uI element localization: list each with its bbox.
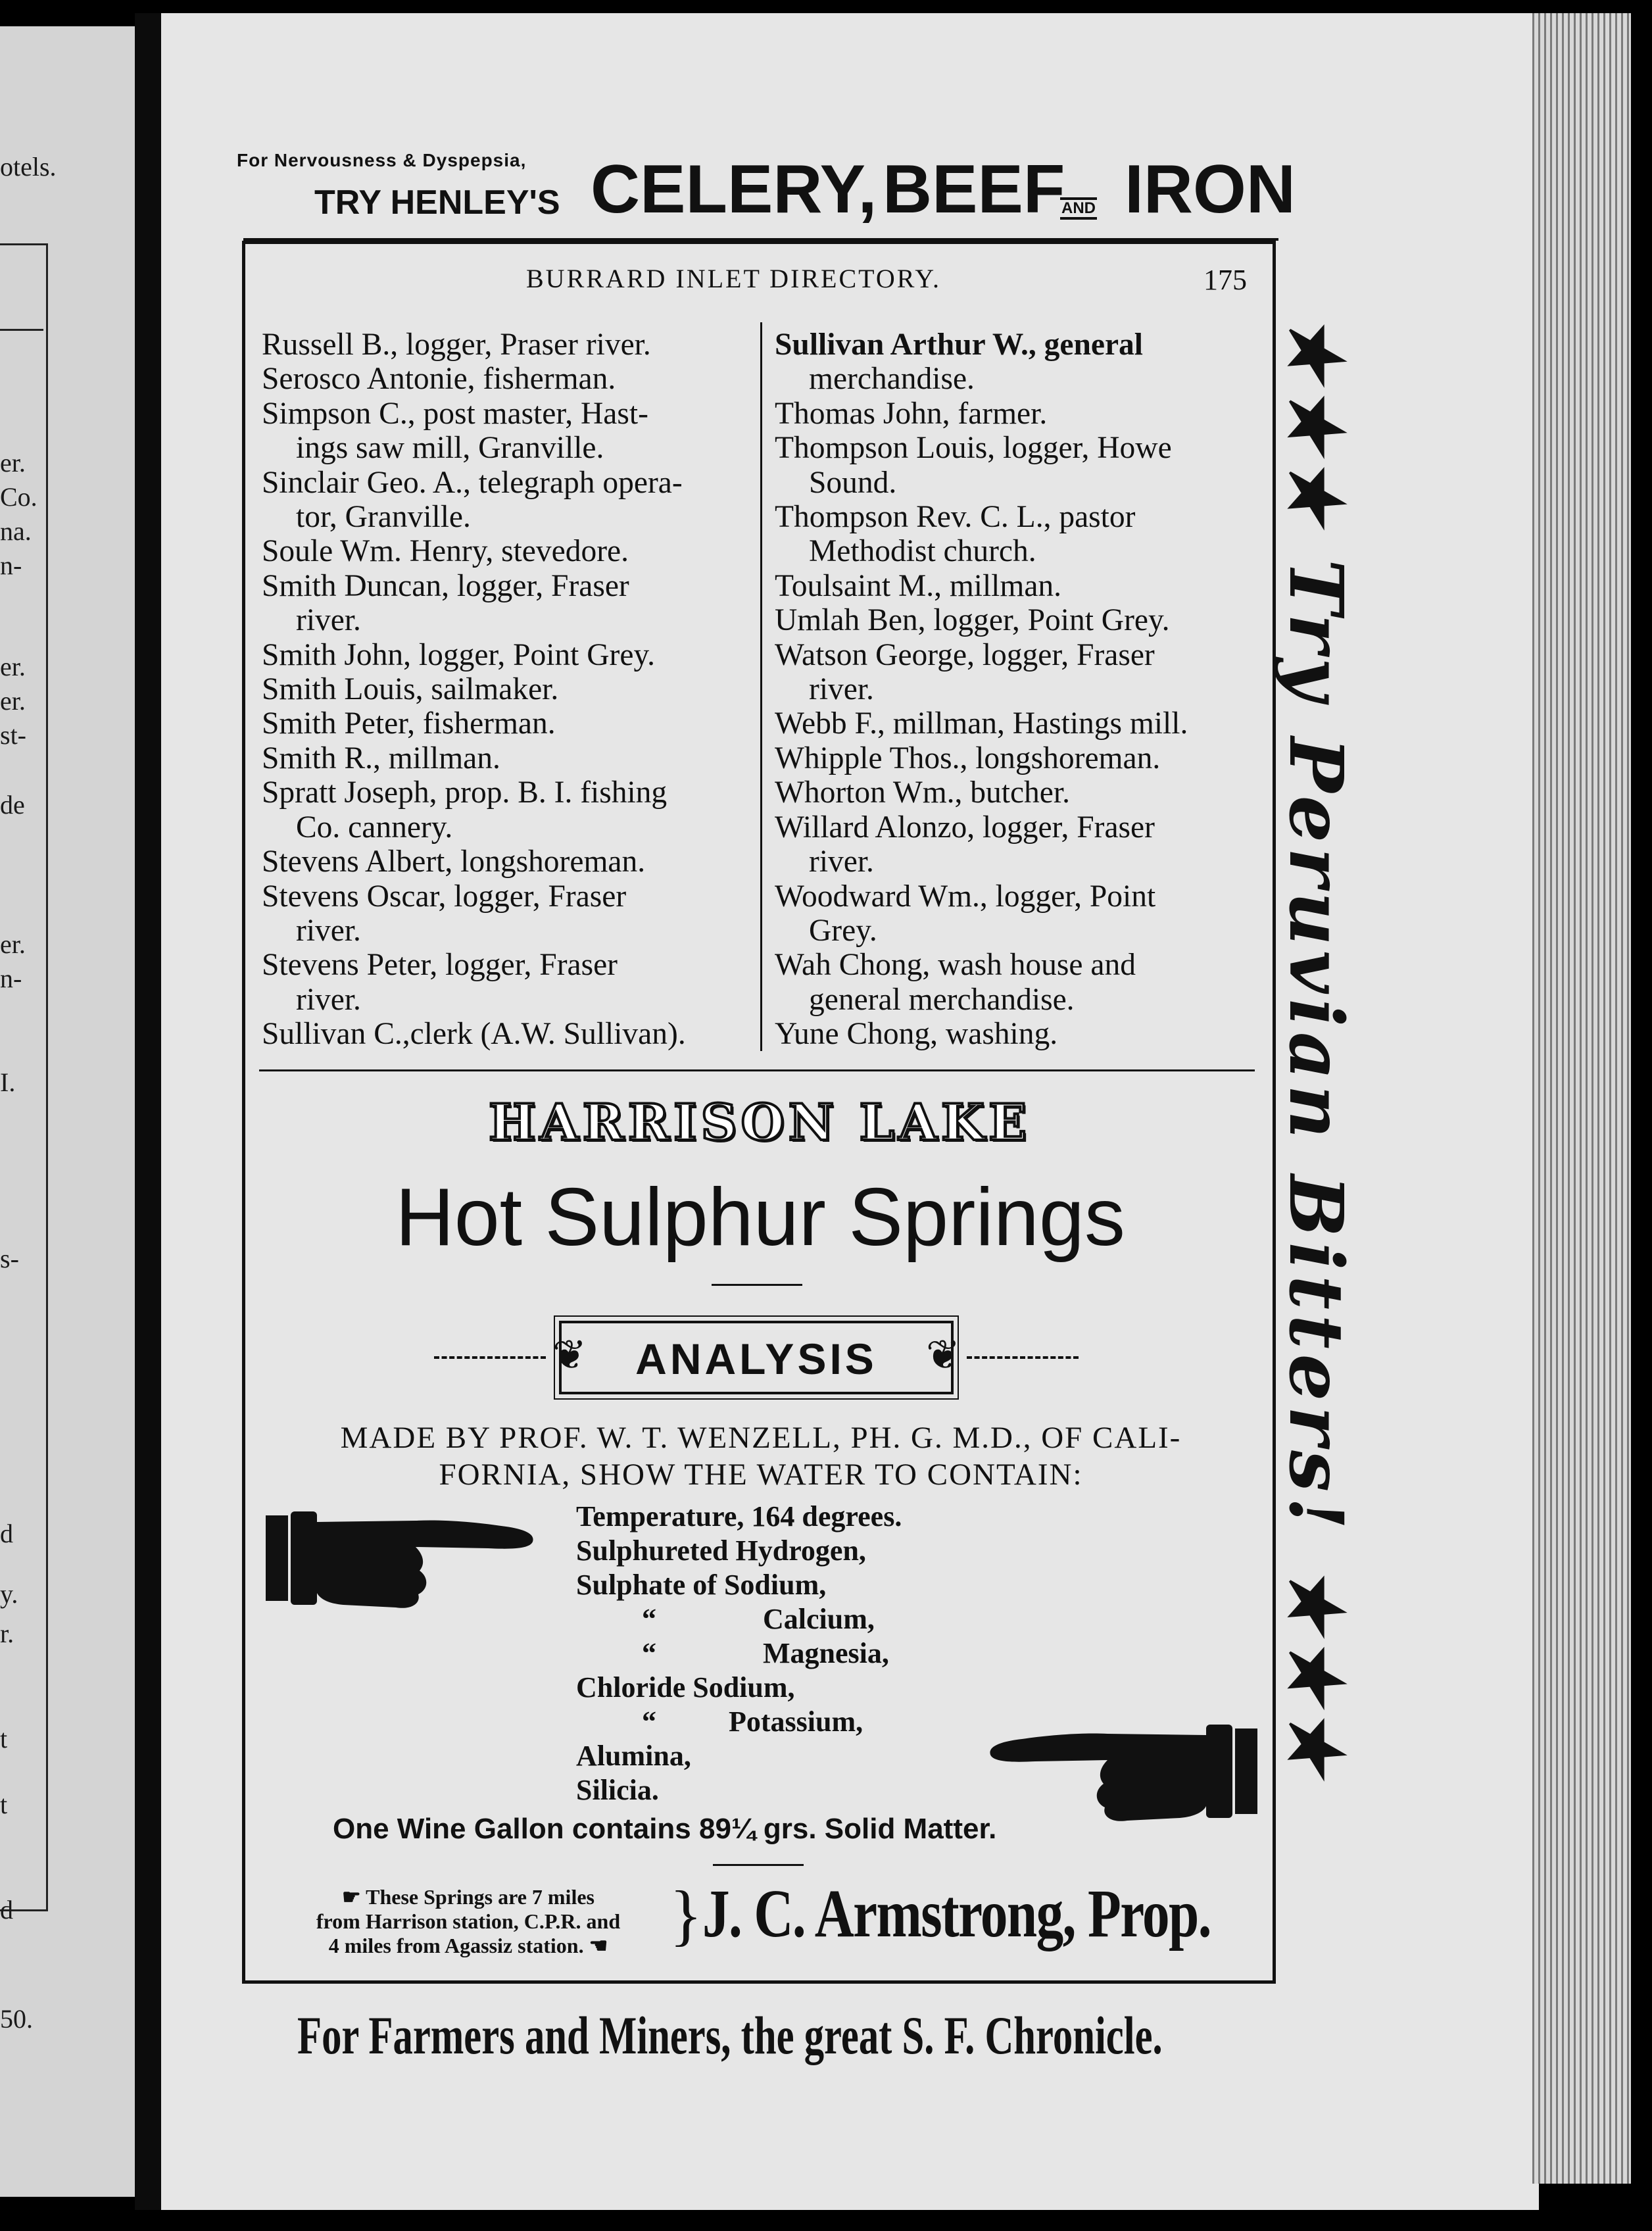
fragment: na.: [0, 516, 32, 546]
directory-entry: Stevens Albert, longshoreman.: [262, 845, 646, 879]
header-ad-celery: CELERY,: [591, 151, 877, 228]
directory-entry: Thomas John, farmer.: [775, 396, 1048, 431]
directory-entry-continued: ings saw mill, Granville.: [296, 431, 604, 466]
fragment: s-: [0, 1244, 19, 1273]
ditto-mark: “: [642, 1637, 656, 1669]
fragment: n-: [0, 964, 22, 993]
directory-entry: Webb F., millman, Hastings mill.: [775, 706, 1188, 741]
directory-entry: Smith Duncan, logger, Fraser: [262, 568, 629, 603]
directory-entry: Smith Louis, sailmaker.: [262, 672, 559, 707]
star-icon: ★★★: [1273, 314, 1359, 529]
directory-entry: Smith John, logger, Point Grey.: [262, 637, 655, 672]
fragment: t: [0, 1724, 8, 1753]
directory-entry-continued: Co. cannery.: [296, 810, 453, 845]
solid-matter-note: One Wine Gallon contains 89¼ grs. Solid Matter.: [333, 1813, 997, 1845]
pointing-hand-left-icon: [983, 1715, 1259, 1827]
directory-entry: Smith Peter, fisherman.: [262, 706, 556, 741]
directory-entry-continued: river.: [296, 982, 361, 1017]
directory-entry-continued: Sound.: [809, 465, 897, 500]
fragment: I.: [0, 1067, 16, 1097]
directory-entry: Stevens Oscar, logger, Fraser: [262, 879, 627, 914]
brace: }: [669, 1877, 702, 1953]
fragment: d: [0, 1519, 13, 1548]
contents-temperature: Temperature, 164 degrees.: [576, 1500, 902, 1532]
directory-entry-continued: river.: [809, 845, 874, 879]
directory-entry: Whorton Wm., butcher.: [775, 775, 1070, 810]
side-ad-text: [1273, 314, 1359, 1779]
analysis-attribution: [264, 1419, 1257, 1493]
fragment: de: [0, 790, 25, 820]
left-page-rule: [0, 329, 43, 331]
location-note-line: from Harrison station, C.P.R. and: [316, 1909, 621, 1933]
location-note-line: ☛ These Springs are 7 miles: [342, 1885, 595, 1909]
ad-short-rule: [713, 1864, 804, 1866]
ornamental-dash-left: [434, 1356, 546, 1359]
directory-column-right: [775, 328, 1257, 1052]
page-number: 175: [1203, 264, 1247, 296]
directory-entry: Toulsaint M., millman.: [775, 568, 1062, 603]
ditto-mark: “: [642, 1603, 656, 1635]
fragment: 50.: [0, 2004, 33, 2034]
fragment: Co.: [0, 482, 37, 512]
fragment: otels.: [0, 152, 57, 182]
pointing-hand-right-icon: [264, 1502, 541, 1614]
directory-entry: Whipple Thos., longshoreman.: [775, 741, 1161, 775]
header-ad-and: AND: [1060, 197, 1097, 220]
directory-entry: Woodward Wm., logger, Point: [775, 879, 1156, 914]
ad-headline: Hot Sulphur Springs: [395, 1172, 1125, 1263]
header-ad-tagline: For Nervousness & Dyspepsia,: [237, 150, 527, 170]
directory-entry: Sullivan Arthur W., general: [775, 328, 1144, 362]
fragment: er.: [0, 686, 26, 716]
directory-entry: Sinclair Geo. A., telegraph opera-: [262, 465, 683, 500]
directory-entry-continued: river.: [296, 603, 361, 638]
directory-entry: Watson George, logger, Fraser: [775, 637, 1155, 672]
footer-ad: For Farmers and Miners, the great S. F. Chronicle.: [297, 2005, 1163, 2065]
directory-column-left: [262, 328, 747, 1052]
running-head: BURRARD INLET DIRECTORY.: [526, 264, 941, 293]
scroll-ornament-icon: ❦: [926, 1333, 960, 1378]
analysis-banner: [434, 1321, 1079, 1394]
column-divider: [760, 322, 762, 1051]
fragment: d: [0, 1895, 13, 1925]
fragment: y.: [0, 1579, 18, 1609]
contents-item: Chloride Sodium,: [576, 1671, 795, 1704]
header-ad-iron: IRON: [1125, 151, 1296, 228]
contents-item: Calcium,: [763, 1603, 875, 1635]
section-rule: [259, 1069, 1255, 1071]
fragment: r.: [0, 1619, 14, 1648]
contents-item: Sulphate of Sodium,: [576, 1569, 827, 1601]
directory-entry-continued: river.: [809, 672, 874, 707]
directory-entry: Yune Chong, washing.: [775, 1017, 1058, 1052]
ditto-mark: “: [642, 1705, 656, 1738]
directory-entry: Soule Wm. Henry, stevedore.: [262, 534, 629, 569]
directory-entry: Spratt Joseph, prop. B. I. fishing: [262, 775, 668, 810]
directory-entry: Thompson Louis, logger, Howe: [775, 431, 1172, 466]
directory-entry-continued: general merchandise.: [809, 982, 1075, 1017]
location-note-line: 4 miles from Agassiz station. ☚: [328, 1934, 608, 1957]
contents-item: Potassium,: [729, 1705, 863, 1738]
header-ad-beef: BEEF: [883, 151, 1065, 228]
contents-item: Silicia.: [576, 1774, 659, 1806]
attribution-line: MADE BY PROF. W. T. WENZELL, PH. G. M.D., OF CALI-: [340, 1421, 1182, 1455]
directory-entry-continued: merchandise.: [809, 362, 975, 397]
directory-entry: Simpson C., post master, Hast-: [262, 396, 648, 431]
scroll-ornament-icon: ❦: [552, 1333, 587, 1378]
directory-entry: Sullivan C.,clerk (A.W. Sullivan).: [262, 1017, 686, 1052]
directory-entry: Serosco Antonie, fisherman.: [262, 362, 616, 397]
fragment: n-: [0, 551, 22, 580]
analysis-label: ANALYSIS: [635, 1335, 877, 1383]
page-edges: [1532, 13, 1631, 2184]
directory-entry: Wah Chong, wash house and: [775, 948, 1136, 983]
ad-kicker: HARRISON LAKE: [488, 1093, 1031, 1152]
fragment: st-: [0, 720, 26, 750]
directory-entry-continued: tor, Granville.: [296, 500, 471, 535]
fragment: er.: [0, 929, 26, 959]
directory-entry: Thompson Rev. C. L., pastor: [775, 500, 1136, 535]
star-icon: ★★★: [1273, 1565, 1359, 1780]
fragment: t: [0, 1790, 8, 1819]
fragment: er.: [0, 448, 26, 478]
directory-entry-continued: Grey.: [809, 913, 877, 948]
ornamental-dash-right: [967, 1356, 1079, 1359]
contents-item: Magnesia,: [763, 1637, 889, 1669]
directory-entry-continued: Methodist church.: [809, 534, 1036, 569]
analysis-frame: [552, 1321, 960, 1394]
attribution-line: FORNIA, SHOW THE WATER TO CONTAIN:: [439, 1458, 1083, 1492]
contents-item: Sulphureted Hydrogen,: [576, 1534, 866, 1567]
side-ad: [1273, 314, 1376, 1910]
fragment: er.: [0, 652, 26, 681]
proprietor-name: J. C. Armstrong, Prop.: [702, 1876, 1211, 1951]
location-note: [264, 1885, 672, 1958]
directory-entry: Russell B., logger, Praser river.: [262, 328, 651, 362]
side-ad-slogan: Try Peruvian Bitters!: [1273, 559, 1359, 1535]
contents-item: Alumina,: [576, 1740, 691, 1772]
directory-entry: Umlah Ben, logger, Point Grey.: [775, 603, 1170, 638]
directory-entry: Willard Alonzo, logger, Fraser: [775, 810, 1155, 845]
header-ad-try: TRY HENLEY'S: [314, 184, 560, 222]
directory-entry: Smith R., millman.: [262, 741, 500, 775]
ad-short-rule: [712, 1284, 802, 1286]
directory-entry: Stevens Peter, logger, Fraser: [262, 948, 618, 983]
directory-entry-continued: river.: [296, 913, 361, 948]
